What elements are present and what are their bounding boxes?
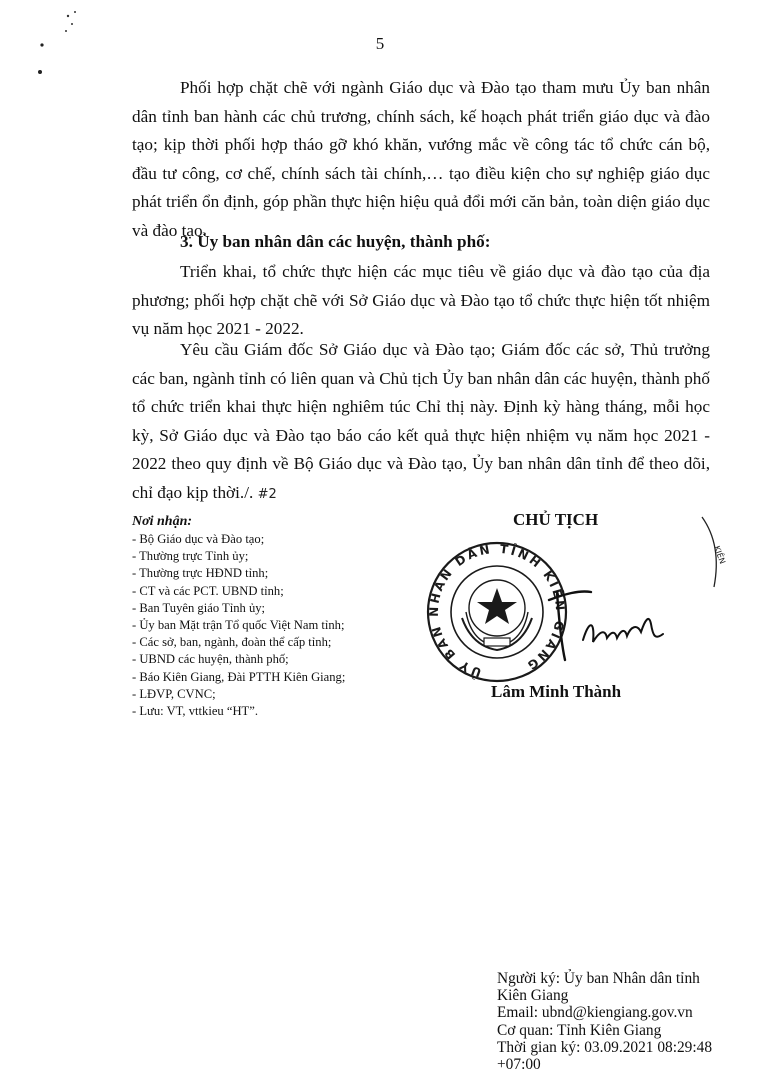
page-number: 5: [375, 34, 385, 53]
recipient-item: - Thường trực Tỉnh ủy;: [132, 549, 249, 564]
paragraph-coordination: Phối hợp chặt chẽ với ngành Giáo dục và Đào tạo tham mưu Ủy ban nhân dân tỉnh ban hành các chủ trương, chính sách, kế hoạch phát triển giáo dục và đào tạo; kịp thời phối hợp tháo gỡ khó khăn, vướng mắc về công tác tổ chức cán bộ, đầu tư công, cơ chế, chính sách tài chính,… tạo điều kiện cho sự nghiệp giáo dục phát triển ổn định, góp phần thực hiện hiệu quả đổi mới căn bản, toàn diện giáo dục và đào tạo.: [132, 78, 710, 240]
recipient-item: - UBND các huyện, thành phố;: [132, 652, 289, 667]
email-line: Email: ubnd@kiengiang.gov.vn: [497, 1004, 693, 1022]
recipient-item: - Báo Kiên Giang, Đài PTTH Kiên Giang;: [132, 669, 346, 684]
recipient-item: - Lưu: VT, vttkieu “HT”.: [132, 704, 258, 719]
seal-fragment: [700, 515, 730, 590]
recipient-item: - Thường trực HĐND tỉnh;: [132, 566, 269, 581]
svg-text:KIÊN: KIÊN: [712, 544, 727, 566]
paragraph-district: Triển khai, tổ chức thực hiện các mục tiêu về giáo dục và đào tạo của địa phương; phối hợp chặt chẽ với Sở Giáo dục và Đào tạo tổ chức thực hiện tốt nhiệm vụ năm học 2021 - 2022.: [132, 262, 710, 339]
svg-text:ỦY BAN NHÂN DÂN TỈNH KIÊN GIAN: ỦY BAN NHÂN DÂN TỈNH KIÊN GIANG: [426, 541, 568, 680]
recipients-block: [132, 513, 452, 720]
timezone-line: +07:00: [497, 1056, 541, 1074]
sign-time-line: Thời gian ký: 03.09.2021 08:29:48: [497, 1038, 713, 1056]
paragraph-request: [132, 336, 710, 510]
paragraph-request-text: Yêu cầu Giám đốc Sở Giáo dục và Đào tạo; Giám đốc các sở, Thủ trưởng các ban, ngành tỉnh có liên quan và Chủ tịch Ủy ban nhân dân các huyện, thành phố tổ chức triển khai thực hiện nghiêm túc Chỉ thị này. Định kỳ hàng tháng, mỗi học kỳ, Sở Giáo dục và Đào tạo báo cáo kết quả thực hiện nhiệm vụ năm học 2021 - 2022 theo quy định về Bộ Giáo dục và Đào tạo, Ủy ban nhân dân tỉnh để theo dõi, chỉ đạo kịp thời./.: [132, 340, 710, 502]
recipient-item: - LĐVP, CVNC;: [132, 686, 216, 701]
agency-line: Cơ quan: Tỉnh Kiên Giang: [497, 1021, 662, 1039]
recipient-item: - Các sở, ban, ngành, đoàn thể cấp tỉnh;: [132, 635, 332, 650]
recipient-item: - Bộ Giáo dục và Đào tạo;: [132, 532, 265, 546]
signature-title: CHỦ TỊCH: [513, 510, 599, 529]
recipients-title: Nơi nhận:: [132, 514, 193, 529]
signer-line: Người ký: Ủy ban Nhân dân tỉnh: [497, 970, 700, 987]
handwritten-signature: [545, 580, 675, 670]
digital-signature-info: [497, 970, 757, 1073]
recipient-item: - Ủy ban Mặt trận Tổ quốc Việt Nam tỉnh;: [132, 618, 345, 633]
recipient-item: - Ban Tuyên giáo Tỉnh ủy;: [132, 600, 266, 615]
handwritten-initials: #2: [257, 486, 277, 502]
signer-line-cont: Kiên Giang: [497, 987, 569, 1005]
section-heading: 3. Ủy ban nhân dân các huyện, thành phố:: [180, 232, 491, 251]
signer-name: Lâm Minh Thành: [491, 682, 622, 701]
recipient-item: - CT và các PCT. UBND tỉnh;: [132, 583, 284, 598]
